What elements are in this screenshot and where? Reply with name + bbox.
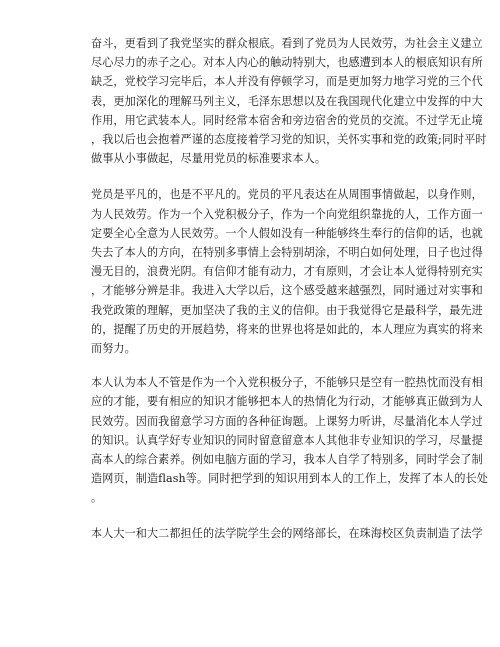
text-line: 的，提醒了历史的开展趋势，将来的世界也将是如此的，本人理应为真实的将来: [91, 322, 483, 336]
text-line: 定要全心全意为人民效劳。一个人假如没有一种能够终生奉行的信仰的话，也就: [91, 226, 483, 240]
paragraph-3: [91, 373, 489, 507]
text-line: 失去了本人的方向，在特别多事情上会特别胡涂，不明白如何处理，日子也过得: [91, 246, 483, 260]
text-line: 。: [91, 491, 103, 505]
text-line: 造网页，制造flash等。同时把学到的知识用到本人的工作上，发挥了本人的长处: [91, 472, 489, 486]
text-line: 漫无目的，浪费光阴。有信仰才能有动力，才有原则，才会让本人觉得特别充实: [91, 265, 483, 279]
text-line: 做事从小事做起，尽量用党员的标准要求本人。: [91, 152, 327, 166]
text-line: 作用，用它武装本人。同时经常本宿舍和旁边宿舍的党员的交流。不过学无止境: [91, 113, 483, 127]
text-line: 本人大一和大二都担任的法学院学生会的网络部长，在珠海校区负责制造了法学: [91, 526, 483, 540]
paragraph-1: [91, 34, 487, 168]
text-line: ，才能够分辨是非。我进入大学以后，这个感受越来越强烈，同时通过对实事和: [91, 284, 483, 298]
document-body: [91, 34, 489, 543]
text-line: 奋斗，更看到了我党坚实的群众根底。看到了党员为人民效劳，为社会主义建立: [91, 37, 483, 50]
text-line: 本人认为本人不管是作为一个入党积极分子，不能够只是空有一腔热忱而没有相: [91, 376, 483, 390]
text-line: 缺乏，党校学习完毕后，本人并没有停顿学习，而是更加努力地学习党的三个代: [91, 75, 483, 89]
paragraph-2: [91, 185, 483, 358]
text-line: 尽心尽力的赤子之心。对本人内心的触动特别大，也感遭到本人的根底知识有所: [91, 56, 483, 70]
text-line: 高本人的综合素养。例如电脑方面的学习，我本人自学了特别多，同时学会了制: [91, 453, 483, 467]
text-line: 表，更加深化的理解马列主义，毛泽东思想以及在我国现代化建立中发挥的中大: [91, 94, 483, 108]
text-line: 的知识。认真学好专业知识的同时留意留意本人其他非专业知识的学习，尽量提: [91, 433, 483, 447]
text-line: 党员是平凡的，也是不平凡的。党员的平凡表达在从周围事情做起，以身作则，: [91, 188, 483, 202]
text-line: 为人民效劳。作为一个入党积极分子，作为一个向党组织靠拢的人，工作方面一: [91, 207, 483, 221]
text-line: ，我以后也会抱着严谨的态度接着学习党的知识，关怀实事和党的政策;同时平时: [91, 133, 487, 147]
text-line: 而努力。: [91, 342, 136, 356]
text-line: 我党政策的理解，更加坚决了我的主义的信仰。由于我觉得它是最科学，最先进: [91, 303, 483, 317]
text-line: 民效劳。因而我留意学习方面的各种征询题。上课努力听讲，尽量消化本人学过: [91, 414, 483, 428]
text-line: 应的才能，要有相应的知识才能够把本人的热情化为行动，才能够真正做到为人: [91, 395, 483, 409]
paragraph-4: [91, 524, 483, 543]
